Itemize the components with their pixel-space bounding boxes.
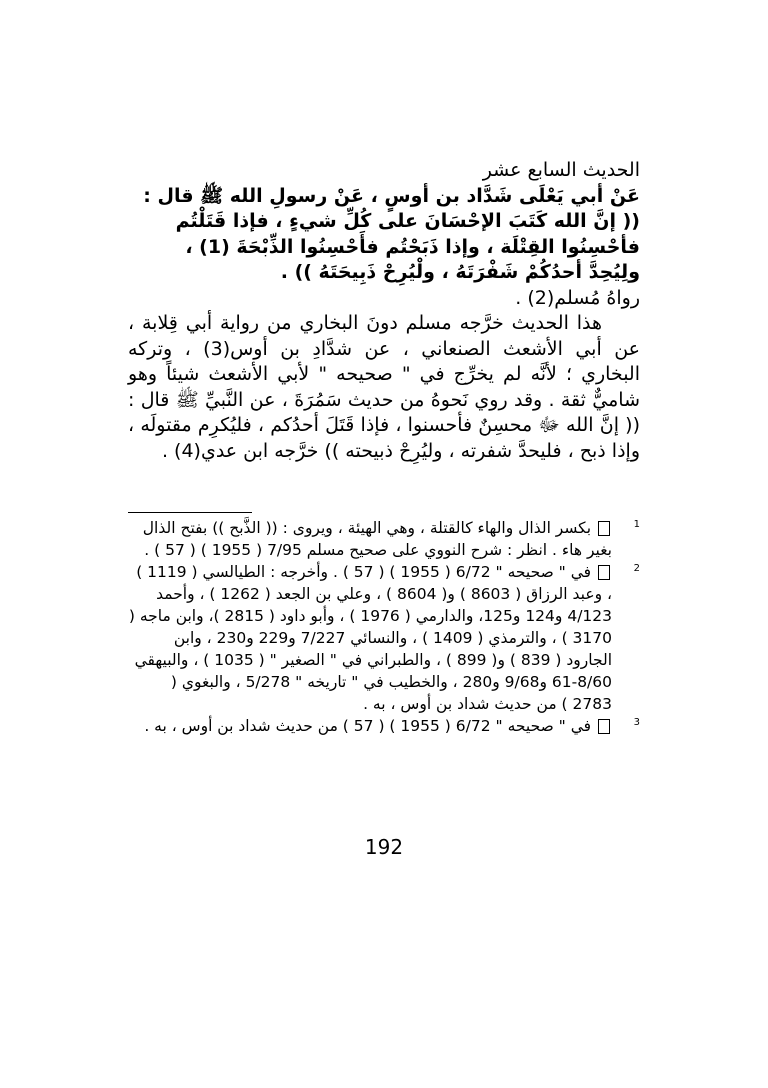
footnote-separator	[128, 512, 252, 513]
footnotes-block	[128, 517, 640, 737]
footnote-number: 3	[633, 717, 640, 728]
footnote-number: 2	[633, 563, 640, 574]
main-text-block	[128, 158, 640, 464]
footnote-text: في " صحيحه " 6/72 ( 1955 ) ( 57 ) . وأخرجه : الطيالسي ( 1119 ) ، وعبد الرزاق ( 8603 ) و( 8604 ) ، وعلي بن الجعد ( 1262 ) ، وأحمد 4/123 و124 و125، والدارمي ( 1976 ) ، وأبو داود ( 2815 )، وابن ماجه ( 3170 ) ، والترمذي ( 1409 ) ، والنسائي 7/227 و229 و230 ، وابن الجارود ( 839 ) و( 899 ) ، والطبراني في " الصغير " ( 1035 ) ، والبيهقي 8/60-61 و9/68 و280 ، والخطيب في " تاريخه " 5/278 ، والبغوي ( 2783 ) من حديث شداد بن أوس ، به .	[128, 563, 612, 713]
missing-glyph-box	[598, 719, 610, 734]
footnote	[128, 715, 640, 737]
footnote	[128, 561, 640, 715]
missing-glyph-box	[598, 521, 610, 536]
footnote	[128, 517, 640, 561]
footnote-text: بكسر الذال والهاء كالقتلة ، وهي الهيئة ، ويروى : (( الذَّبح )) بفتح الذال بغير هاء . انظر : شرح النووي على صحيح مسلم 7/95 ( 1955 ) ( 57 ) .	[142, 519, 612, 559]
commentary-paragraph: هذا الحديث خرَّجه مسلم دونَ البخاري من رواية أبي قِلابة ، عن أبي الأشعث الصنعاني ، عن شدَّادِ بن أوس(3) ، وتركه البخاري ؛ لأنَّه لم يخرِّج في " صحيحه " لأبي الأشعث شيئاً وهو شاميٌّ ثقة . وقد روي نَحوهُ من حديث سَمُرَةَ ، عن النَّبيِّ ﷺ قال : (( إنَّ الله ﷻ محسِنٌ فأحسنوا ، فإذا قَتَلَ أحدُكم ، فليُكرِم مقتولَه ، وإذا ذبح ، فليحدَّ شفرته ، وليُرِحْ ذبيحته )) خرَّجه ابن عدي(4) .	[128, 312, 640, 462]
page-number: 192	[364, 835, 404, 859]
narration-line: رواهُ مُسلم(2) .	[515, 286, 640, 309]
footnote-number: 1	[633, 519, 640, 530]
missing-glyph-box	[598, 565, 610, 580]
hadith-title: الحديث السابع عشر	[482, 159, 640, 181]
hadith-text: عَنْ أبي يَعْلَى شَدَّاد بن أوسٍ ، عَنْ رسولِ الله ﷺ قال : (( إنَّ الله كَتَبَ الإحْسَانَ على كُلِّ شيءٍ ، فإذا قَتَلْتُم فأحْسِنُوا القِتْلَة ، وإذا ذَبَحْتُم فأَحْسِنُوا الذِّبْحَةَ (1) ، ولِيُحِدَّ أحدُكُمْ شَفْرَتَهُ ، ولْيُرِحْ ذَبِيحَتَهُ )) .	[143, 184, 640, 283]
footnote-text: في " صحيحه " 6/72 ( 1955 ) ( 57 ) من حديث شداد بن أوس ، به .	[144, 717, 592, 735]
